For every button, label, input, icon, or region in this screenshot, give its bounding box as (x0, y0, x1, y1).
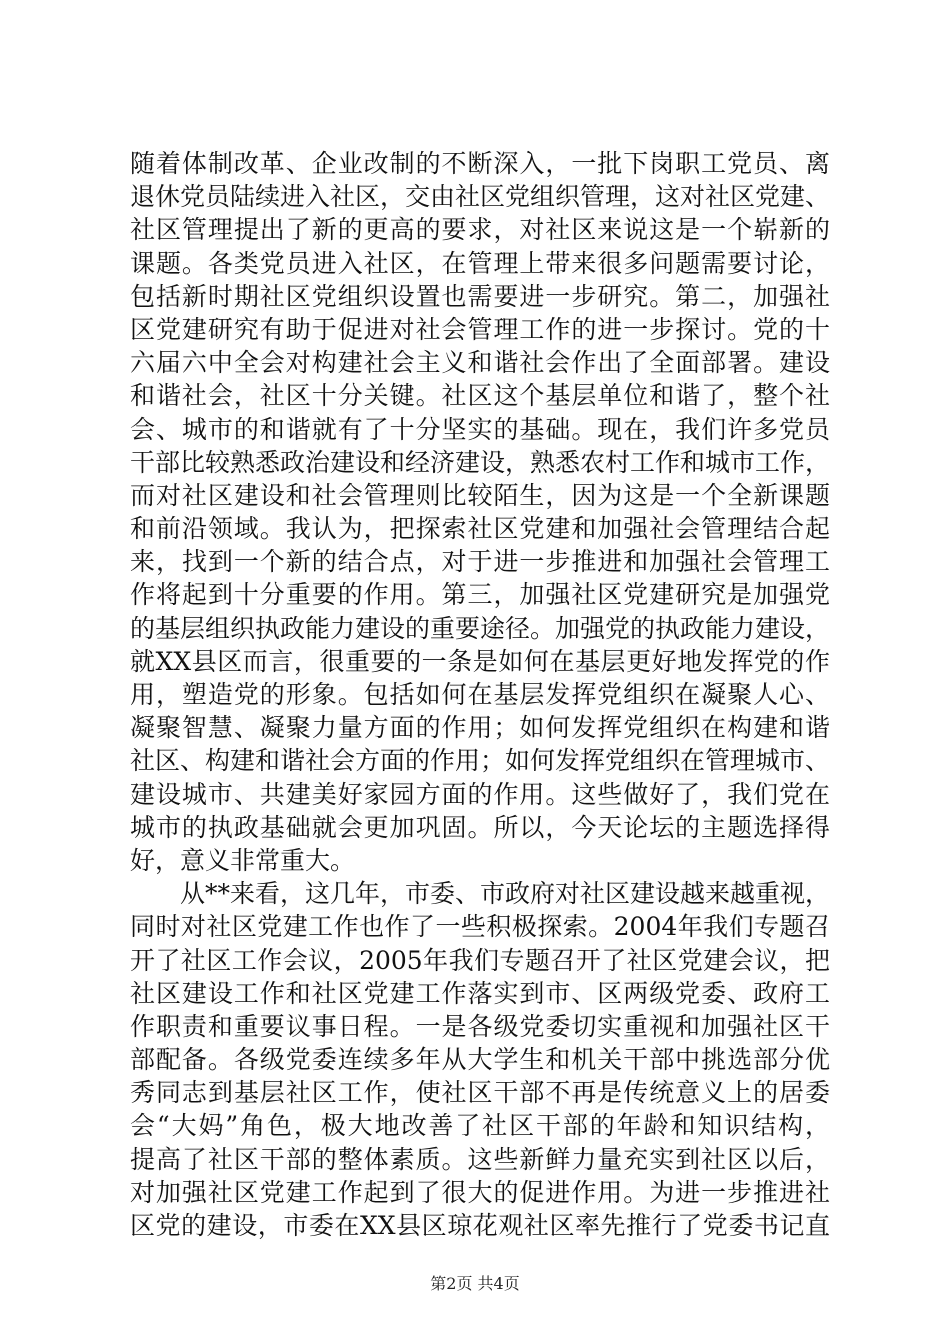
text-line: 建设城市、共建美好家园方面的作用。这些做好了，我们党在 (130, 779, 830, 809)
text-line: 社区管理提出了新的更高的要求，对社区来说这是一个崭新的 (130, 215, 830, 245)
text-line: 的基层组织执政能力建设的重要途径。加强党的执政能力建设， (130, 613, 831, 643)
text-line: 和前沿领域。我认为，把探索社区党建和加强社会管理结合起 (130, 514, 830, 544)
text-line: 和谐社会，社区十分关键。社区这个基层单位和谐了，整个社 (130, 381, 830, 411)
body-text (130, 147, 830, 1242)
text-line: 用，塑造党的形象。包括如何在基层发挥党组织在凝聚人心、 (130, 680, 830, 709)
text-line: 从**来看，这几年，市委、市政府对社区建设越来越重视， (180, 879, 831, 909)
text-line: 区党建研究有助于促进对社会管理工作的进一步探讨。党的十 (130, 314, 830, 344)
text-line: 开了社区工作会议，2005年我们专题召开了社区党建会议，把 (130, 945, 830, 975)
text-line: 部配备。各级党委连续多年从大学生和机关干部中挑选部分优 (130, 1045, 830, 1075)
text-line: 同时对社区党建工作也作了一些积极探索。2004年我们专题召 (130, 912, 830, 942)
page-footer: 第2页 共4页 (430, 1274, 520, 1293)
text-line: 城市的执政基础就会更加巩固。所以，今天论坛的主题选择得 (130, 812, 830, 842)
text-line: 社区建设工作和社区党建工作落实到市、区两级党委、政府工 (130, 978, 830, 1008)
paragraph (130, 147, 830, 877)
text-line: 会“大妈”角色，极大地改善了社区干部的年龄和知识结构， (130, 1111, 830, 1141)
text-line: 作将起到十分重要的作用。第三，加强社区党建研究是加强党 (130, 580, 830, 610)
text-line: 作职责和重要议事日程。一是各级党委切实重视和加强社区干 (130, 1011, 830, 1041)
text-line: 而对社区建设和社会管理则比较陌生，因为这是一个全新课题 (130, 480, 830, 510)
text-line: 课题。各类党员进入社区，在管理上带来很多问题需要讨论， (130, 248, 830, 278)
paragraph (130, 877, 830, 1242)
text-line: 秀同志到基层社区工作，使社区干部不再是传统意义上的居委 (130, 1078, 830, 1108)
text-line: 六届六中全会对构建社会主义和谐社会作出了全面部署。建设 (130, 348, 830, 378)
text-line: 社区、构建和谐社会方面的作用；如何发挥党组织在管理城市、 (130, 746, 831, 776)
text-line: 就XX县区而言，很重要的一条是如何在基层更好地发挥党的作 (130, 646, 830, 676)
text-line: 退休党员陆续进入社区，交由社区党组织管理，这对社区党建、 (130, 182, 831, 212)
text-line: 随着体制改革、企业改制的不断深入，一批下岗职工党员、离 (130, 149, 830, 178)
text-line: 会、城市的和谐就有了十分坚实的基础。现在，我们许多党员 (130, 414, 830, 444)
text-line: 包括新时期社区党组织设置也需要进一步研究。第二，加强社 (130, 281, 830, 311)
text-line: 来，找到一个新的结合点，对于进一步推进和加强社会管理工 (130, 547, 830, 577)
text-line: 区党的建设，市委在XX县区琼花观社区率先推行了党委书记直 (130, 1211, 830, 1240)
text-line: 干部比较熟悉政治建设和经济建设，熟悉农村工作和城市工作， (130, 447, 831, 477)
text-line: 凝聚智慧、凝聚力量方面的作用；如何发挥党组织在构建和谐 (130, 713, 830, 743)
text-line: 好，意义非常重大。 (130, 845, 356, 875)
text-line: 对加强社区党建工作起到了很大的促进作用。为进一步推进社 (130, 1177, 830, 1207)
text-line: 提高了社区干部的整体素质。这些新鲜力量充实到社区以后， (130, 1144, 830, 1174)
